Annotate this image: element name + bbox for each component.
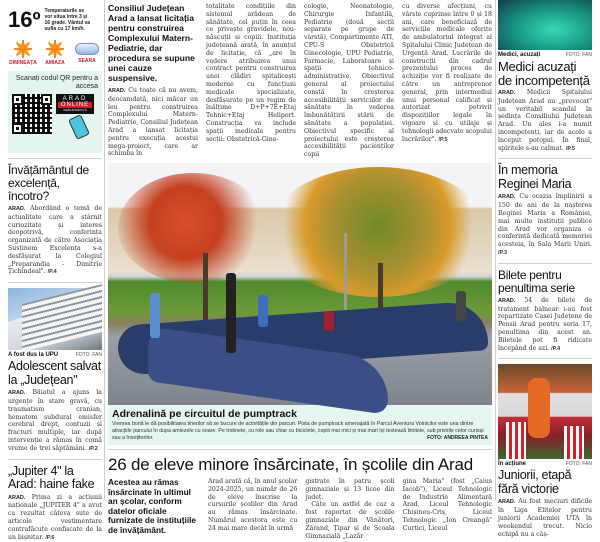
article-lead: Acestea au rămas însărcinate în ultimul an școlar, conform datelor oficiale furnizate de instituțiile de învățământ. bbox=[108, 476, 197, 535]
qr-code-icon[interactable] bbox=[12, 94, 52, 134]
photo-credit: FOTO: FAN bbox=[565, 461, 592, 468]
football-photo bbox=[498, 364, 592, 459]
article-excelenta[interactable] bbox=[8, 164, 102, 277]
weather-period-evening bbox=[72, 40, 102, 66]
article-adolescent[interactable] bbox=[8, 288, 102, 453]
center-column bbox=[108, 0, 492, 540]
qr-promo[interactable] bbox=[8, 71, 102, 153]
article-body: ARAD. Prima zi a acțiunii naționale „JUPITER 4" a avut ca rezultat câteva sute de articole vestimentare contrafăcute confiscate de la un bișnițar. /P.6 bbox=[8, 493, 102, 541]
article-body-col2a: gistrate în patru școli gimnaziale și 13 licee din județ. bbox=[305, 477, 395, 501]
hospital-photo bbox=[8, 288, 102, 350]
article-headline[interactable]: „Jupiter 4" la Arad: haine fake bbox=[8, 463, 95, 492]
weather-period-label: AMIAZA bbox=[45, 60, 65, 66]
weather-periods bbox=[8, 40, 102, 66]
article-body: ARAD. Cu ocazia împlinirii a 150 de ani de la nașterea Reginei Maria a României, mai multe instituții publice din Arad vor organiza o conferință dedicată memoriei acesteia, în Sala Marii Uniri. /P.3 bbox=[498, 193, 593, 256]
article-headline[interactable]: Adolescent salvat la „Județean" bbox=[8, 359, 101, 387]
article-bilete[interactable] bbox=[498, 269, 592, 354]
photo-caption: În acțiune bbox=[498, 461, 527, 468]
article-eleve[interactable] bbox=[108, 455, 492, 540]
weather-period-label: DIMINEAȚA bbox=[9, 60, 37, 66]
article-body: ARAD. Abordând o temă de actualitate care a stârnit curiozitate și interes deopotrivă, conferința organizată de către Asociația Susținem Excelența s-a desfășurat la Colegiul „Preparandia - Dimitrie Țichindeal". /P.4 bbox=[8, 205, 102, 276]
doctors-photo bbox=[498, 0, 592, 50]
sun-icon bbox=[46, 40, 64, 58]
article-juniorii[interactable] bbox=[498, 364, 592, 538]
cloud-icon bbox=[75, 43, 99, 55]
qr-promo-title: Scanați codul QR pentru a accesa bbox=[15, 75, 98, 90]
article-body: ARAD. Băiatul a ajuns la urgențe în stare gravă, cu traumatism cranian, hematom subdural emisfer cerebral drept, contuzii și fracturi multiple, iar după intervenție a rămas în comă vreme de trei săptămâni. /P.2 bbox=[8, 389, 102, 452]
pumptrack-photo bbox=[108, 163, 492, 405]
photo-credit: FOTO: FAN bbox=[565, 52, 592, 58]
article-headline[interactable]: Medici acuzați de incompetență bbox=[498, 59, 590, 88]
top-story[interactable] bbox=[108, 3, 492, 159]
phone-icon bbox=[68, 114, 90, 140]
sun-icon bbox=[14, 40, 32, 58]
article-headline[interactable]: Juniorii, etapă fără victorie bbox=[498, 468, 572, 496]
article-body-col2b: Câte un astfel de caz a fost raportat de școlile gimnaziale din Vânători, Zărand, Țipar și de Școala Gimnazială „Lazăr bbox=[305, 501, 395, 540]
top-story-col3: cologie, Neonatologie, Chirurgie Infantilă, Pediatrie (două secții separate pe grupe de vârstă), Compartimente ATI, CPU-S Obstetrică Ginecologie, UPU Pediatrie, Farmacie, Laboratoare și spații tehnico-administrative. Obiectivul general al proiectului constă în creșterea accesibilității serviciilor de sănătate în vederea îmbunătățirii stării de sănătate a populației. Obiectivul specific al proiectului este creșterea accesibilității pacienților copii bbox=[304, 3, 394, 159]
weather-period-noon bbox=[40, 40, 70, 66]
pumptrack-caption bbox=[108, 405, 492, 445]
article-headline[interactable]: Învățământul de excelență, încotro? bbox=[8, 163, 89, 203]
photo-headline[interactable]: Adrenalină pe circuitul de pumptrack bbox=[112, 407, 297, 420]
weather-temperature: 16º bbox=[8, 7, 41, 32]
article-regina-maria[interactable] bbox=[498, 164, 592, 257]
photo-credit: FOTO: ANDREEA PINTEA bbox=[427, 434, 488, 441]
article-jupiter[interactable] bbox=[8, 465, 102, 542]
left-column bbox=[8, 0, 102, 541]
article-medici[interactable] bbox=[498, 0, 592, 153]
article-body-col1: Arad arată că, în anul școlar 2024-2025, un număr de 26 de eleve înscrise la cursurile școlilor din Arad au rămas însărcinate. Numărul acestora este cu 24 mai mare decât în urmă bbox=[208, 477, 298, 532]
weather-summary bbox=[8, 4, 102, 36]
weather-period-label: SEARA bbox=[78, 58, 96, 64]
article-body: ARAD. 54 de bilete de tratament balnear i-au fost repartizate Casei Județene de Pensii Arad pentru seria 17, penultima din acest an. Biletele pot fi ridicate începând de azi. /P.4 bbox=[498, 296, 593, 352]
weather-note: Temperaturile se vor situa între 3 și 16 grade. Vântul va sufla cu 17 km/h. bbox=[44, 8, 91, 32]
top-story-lead[interactable]: Consiliul Județean Arad a lansat licitația pentru construirea Complexului Matern-Pediatrie, dar procedura se supune unei cauze suspensive. bbox=[108, 3, 195, 83]
photo-caption: A fost dus la UPU bbox=[8, 352, 59, 359]
right-column bbox=[498, 0, 593, 538]
photo-caption: Medici, acuzați bbox=[498, 52, 541, 58]
article-body-col3: gina Maria" (fost „Caius Iacob"), Liceul Tehnologic de Industrie Alimentară Arad, Liceul Tehnologic Chișineu-Criș, Liceul Tehnologic „Ion Creangă" Curtici, Liceul bbox=[402, 477, 492, 532]
top-story-col1: ARAD. Cu toate că nu avem, deocamdată, nici măcar un leu pentru construirea Complexului Matern-Pediatrie, Consiliul Județean Arad a lansat licitația pentru execuția acestui mega-proiect, care ar schimba în bbox=[108, 87, 198, 158]
weather-period-morning bbox=[8, 40, 38, 66]
article-body: ARAD. Medicii Spitalului Județean Arad au „provocat" un veritabil scandal în ședința Consiliului Județean Arad. Un ales i-a numit incompetenți, iar de acolo a început potopul. În final, spiritele s-au calmat. /P.5 bbox=[498, 89, 593, 152]
top-story-col4: cu diverse afecțiuni, cu vârste cuprinse între 0 și 18 ani, care beneficiază de serviciile medicale oferite de ambulatoriul integrat al Spitalului Clinic Județean de Urgență Arad. Lucrările de construcții din cadrul prezentului proces de achiziție vor fi realizate de către un antreprenor general, prin intermediul unui personal calificat și autorizat potrivit dispozițiilor legale în vigoare și cu utilaje și tehnologii adecvate scopului lucrărilor". /P.5 bbox=[402, 3, 492, 143]
article-headline[interactable]: În memoria Reginei Maria bbox=[498, 163, 572, 191]
photo-caption-text: Vremea bună le dă posibilitatea tinerilor să se bucure de activitățile din parcuri. Pista de pumptrack amenajată în Parcul Aventura Voinicilor este una dintre atracțiile parcului în dupa amiezele cu soare. Pe trotinete, cu role sau chiar cu biciclete, copiii mai mici și mai mari își testează limitele, sub privirile celor curioși sau a însoțitorilor. FOTO: ANDREEA PINTEA bbox=[112, 420, 488, 441]
article-body: ARAD. Au fost meciuri dificile în Liga Elitelor pentru juniorii Academiei UTA în weekendul trecut. Nicio echipă nu a câș- bbox=[498, 498, 593, 538]
article-headline[interactable]: 26 de eleve minore însărcinate, în școlile din Arad bbox=[108, 454, 473, 474]
top-story-col2: totalitate condițiile din sistemul arădean de sănătate, cel puțin în ceea ce privește gravidele, nou-născuții și copiii. Instituția județeană arată, în anunțul de licitație, că „are în vedere atribuirea unui contract pentru construirea unei clădiri spitalicești moderne cu funcțiuni medicale specializate, desfășurate pe un regim de înălțime D+P+7E+Etaj Tehnic+Etaj Heliport. Construcția va include spații medicale pentru secții: Obstetrică-Gine- bbox=[206, 3, 296, 143]
arad-online-logo: ARAD ONLINE www.aradon.ro bbox=[56, 94, 94, 114]
photo-credit: FOTO: FAN bbox=[75, 352, 102, 359]
article-headline[interactable]: Bilete pentru penultima serie bbox=[498, 267, 575, 295]
